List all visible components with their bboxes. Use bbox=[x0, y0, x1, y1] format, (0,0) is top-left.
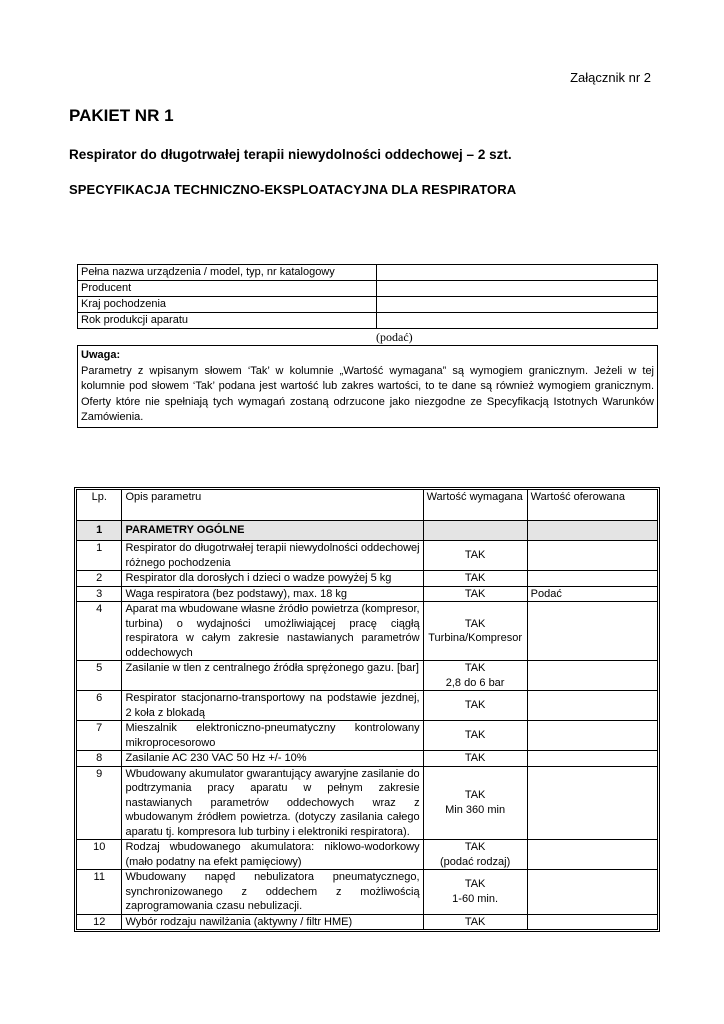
info-row bbox=[78, 313, 658, 329]
row-required-value: TAK (podać rodzaj) bbox=[423, 840, 527, 870]
row-description: Respirator do długotrwałej terapii niewydolności oddechowej różnego pochodzenia bbox=[122, 541, 423, 571]
row-description: Wbudowany napęd nebulizatora pneumatycznego, synchronizowanego z oddechem z możliwością zaprogramowania czasu nebulizacji. bbox=[122, 870, 423, 915]
row-required-value: TAK bbox=[423, 751, 527, 767]
row-offered-value[interactable] bbox=[527, 840, 657, 870]
row-number: 10 bbox=[77, 840, 122, 870]
device-info-table bbox=[77, 264, 658, 329]
row-description: Wybór rodzaju nawilżania (aktywny / filtr HME) bbox=[122, 914, 423, 930]
row-number: 1 bbox=[77, 541, 122, 571]
col-header-lp: Lp. bbox=[77, 490, 122, 521]
row-required-value: TAK 1-60 min. bbox=[423, 870, 527, 915]
row-description: Wbudowany akumulator gwarantujący awaryjne zasilanie do podtrzymania pracy aparatu w pełnym zakresie nastawianych parametrów oddechowych wraz z wbudowanym źródłem powietrza. (dotyczy zasilania całego aparatu tj. kompresora lub turbiny i elektroniki respiratora). bbox=[122, 766, 423, 840]
row-required-value: TAK bbox=[423, 571, 527, 587]
spec-row bbox=[77, 586, 658, 602]
row-description: Rodzaj wbudowanego akumulatora: niklowo-wodorkowy (mało podatny na efekt pamięciowy) bbox=[122, 840, 423, 870]
section-row bbox=[77, 521, 658, 541]
info-row bbox=[78, 297, 658, 313]
row-number: 6 bbox=[77, 691, 122, 721]
row-offered-value[interactable] bbox=[527, 766, 657, 840]
spec-header-row bbox=[77, 490, 658, 521]
info-row bbox=[78, 265, 658, 281]
row-description: Respirator dla dorosłych i dzieci o wadze powyżej 5 kg bbox=[122, 571, 423, 587]
row-offered-value[interactable] bbox=[527, 751, 657, 767]
spec-row bbox=[77, 571, 658, 587]
row-required-value: TAK bbox=[423, 691, 527, 721]
spec-row bbox=[77, 751, 658, 767]
spec-row bbox=[77, 870, 658, 915]
section-number: 1 bbox=[77, 521, 122, 541]
section-empty bbox=[527, 521, 657, 541]
attachment-label: Załącznik nr 2 bbox=[570, 70, 651, 85]
col-header-required: Wartość wymagana bbox=[423, 490, 527, 521]
row-number: 5 bbox=[77, 661, 122, 691]
row-required-value: TAK bbox=[423, 586, 527, 602]
section-title: PARAMETRY OGÓLNE bbox=[122, 521, 423, 541]
row-offered-value[interactable] bbox=[527, 914, 657, 930]
row-offered-value[interactable] bbox=[527, 571, 657, 587]
info-row bbox=[78, 281, 658, 297]
spec-row bbox=[77, 541, 658, 571]
col-header-desc: Opis parametru bbox=[122, 490, 423, 521]
info-label: Kraj pochodzenia bbox=[78, 297, 377, 313]
row-offered-value[interactable] bbox=[527, 691, 657, 721]
info-value[interactable] bbox=[377, 313, 658, 329]
info-value[interactable] bbox=[377, 297, 658, 313]
notice-box bbox=[77, 345, 658, 428]
row-description: Respirator stacjonarno-transportowy na podstawie jezdnej, 2 koła z blokadą bbox=[122, 691, 423, 721]
spec-row bbox=[77, 691, 658, 721]
row-number: 7 bbox=[77, 721, 122, 751]
row-offered-value[interactable] bbox=[527, 661, 657, 691]
row-offered-value[interactable]: Podać bbox=[527, 586, 657, 602]
row-number: 9 bbox=[77, 766, 122, 840]
notice-title: Uwaga: bbox=[81, 349, 121, 361]
device-subtitle: Respirator do długotrwałej terapii niewydolności oddechowej – 2 szt. bbox=[69, 147, 512, 162]
info-value[interactable] bbox=[377, 265, 658, 281]
spec-row bbox=[77, 721, 658, 751]
row-number: 2 bbox=[77, 571, 122, 587]
row-required-value: TAK Turbina/Kompresor bbox=[423, 602, 527, 661]
row-required-value: TAK Min 360 min bbox=[423, 766, 527, 840]
row-offered-value[interactable] bbox=[527, 541, 657, 571]
row-number: 8 bbox=[77, 751, 122, 767]
row-description: Aparat ma wbudowane własne źródło powietrza (kompresor, turbina) o wydajności umożliwiającej pracę ciągłą respiratora w całym zakresie nastawianych parametrów oddechowych bbox=[122, 602, 423, 661]
row-description: Zasilanie w tlen z centralnego źródła sprężonego gazu. [bar] bbox=[122, 661, 423, 691]
row-offered-value[interactable] bbox=[527, 870, 657, 915]
row-description: Zasilanie AC 230 VAC 50 Hz +/- 10% bbox=[122, 751, 423, 767]
spec-row bbox=[77, 766, 658, 840]
info-label: Producent bbox=[78, 281, 377, 297]
info-value[interactable] bbox=[377, 281, 658, 297]
row-offered-value[interactable] bbox=[527, 602, 657, 661]
row-number: 4 bbox=[77, 602, 122, 661]
row-description: Waga respiratora (bez podstawy), max. 18 kg bbox=[122, 586, 423, 602]
provide-note: (podać) bbox=[376, 330, 413, 344]
info-label: Pełna nazwa urządzenia / model, typ, nr katalogowy bbox=[78, 265, 377, 281]
package-title: PAKIET NR 1 bbox=[69, 106, 174, 125]
spec-row bbox=[77, 602, 658, 661]
row-required-value: TAK bbox=[423, 541, 527, 571]
notice-body: Parametry z wpisanym słowem ‘Tak’ w kolumnie „Wartość wymagana” są wymogiem granicznym. Jeżeli w tej kolumnie pod słowem ‘Tak’ podana jest wartość lub zakres wartości, to te dane są również wymogiem granicznym. Oferty które nie spełniają tych wymagań zostaną odrzucone jako niezgodne ze Specyfikacją Istotnych Warunków Zamówienia. bbox=[81, 364, 654, 423]
row-number: 11 bbox=[77, 870, 122, 915]
spec-row bbox=[77, 661, 658, 691]
row-number: 12 bbox=[77, 914, 122, 930]
col-header-offered: Wartość oferowana bbox=[527, 490, 657, 521]
spec-table bbox=[76, 489, 658, 930]
section-empty bbox=[423, 521, 527, 541]
info-label: Rok produkcji aparatu bbox=[78, 313, 377, 329]
spec-title: SPECYFIKACJA TECHNICZNO-EKSPLOATACYJNA DLA RESPIRATORA bbox=[69, 182, 517, 197]
row-required-value: TAK 2,8 do 6 bar bbox=[423, 661, 527, 691]
spec-row bbox=[77, 840, 658, 870]
row-description: Mieszalnik elektroniczno-pneumatyczny kontrolowany mikroprocesorowo bbox=[122, 721, 423, 751]
row-required-value: TAK bbox=[423, 914, 527, 930]
row-required-value: TAK bbox=[423, 721, 527, 751]
spec-row bbox=[77, 914, 658, 930]
row-number: 3 bbox=[77, 586, 122, 602]
row-offered-value[interactable] bbox=[527, 721, 657, 751]
